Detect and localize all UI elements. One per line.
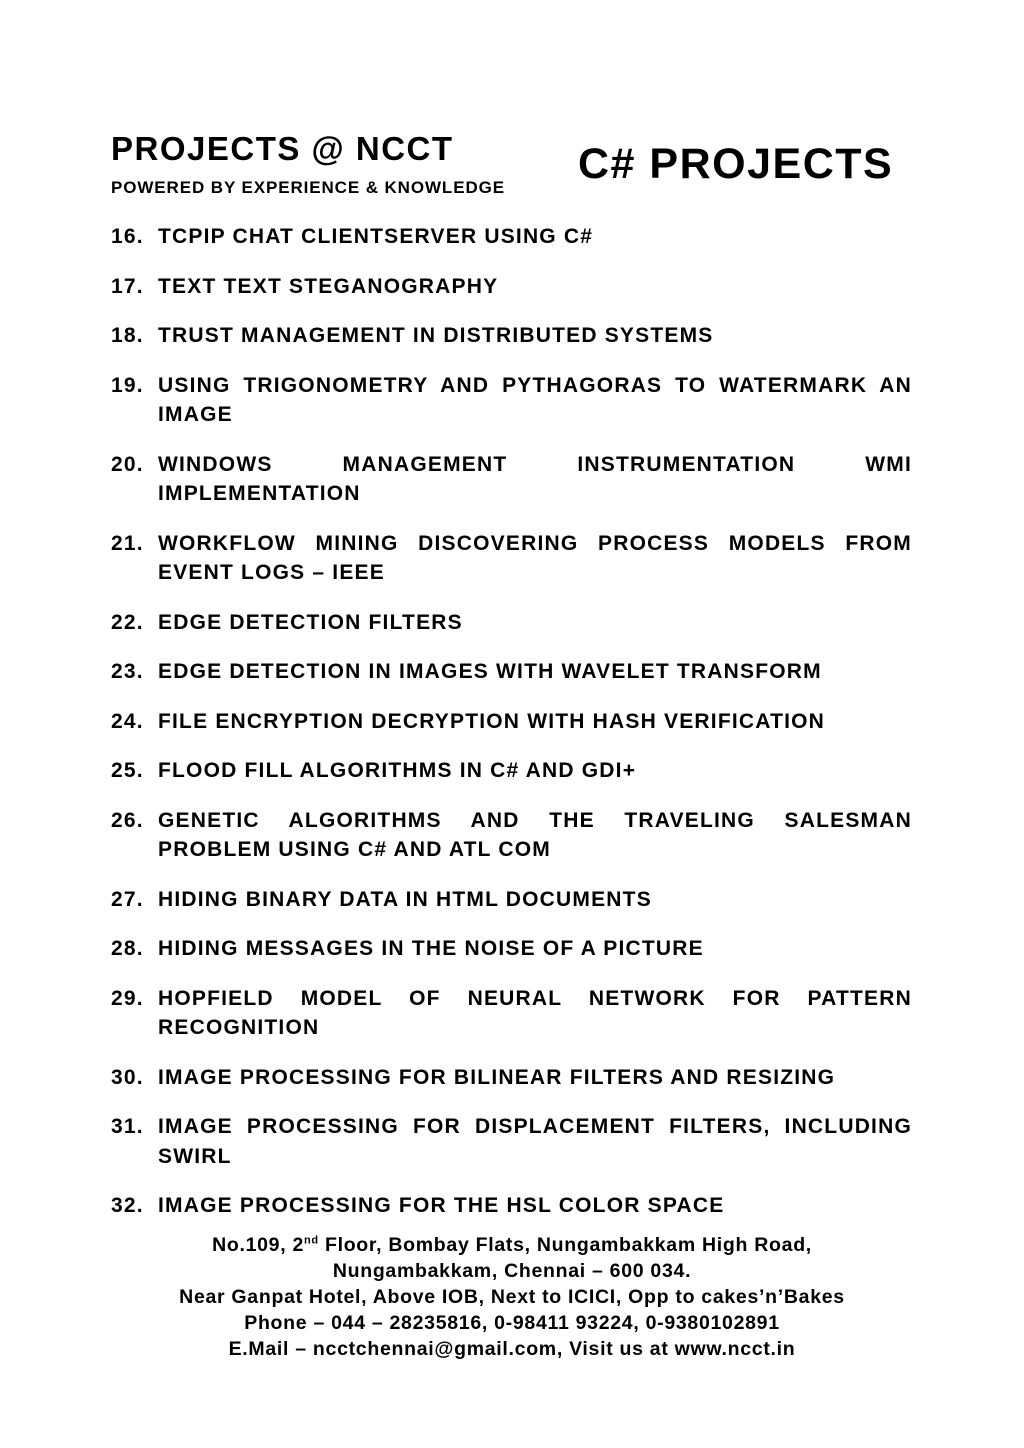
item-number: 23. — [111, 660, 144, 683]
list-item — [111, 450, 912, 509]
item-title: HIDING BINARY DATA IN HTML DOCUMENTS — [158, 887, 652, 911]
list-item — [111, 1112, 912, 1171]
list-item — [111, 371, 912, 430]
item-number: 28. — [111, 937, 144, 960]
item-title: IMAGE PROCESSING FOR THE HSL COLOR SPACE — [158, 1194, 725, 1217]
item-title: GENETIC ALGORITHMS AND THE TRAVELING SALESMAN PROBLEM USING C# AND ATL COM — [158, 808, 912, 861]
address-part-1: No.109, 2 — [212, 1234, 304, 1256]
contact-footer — [0, 1232, 1024, 1362]
item-number: 17. — [111, 274, 144, 298]
item-title: FILE ENCRYPTION DECRYPTION WITH HASH VERIFICATION — [158, 709, 826, 733]
list-item — [111, 222, 912, 252]
item-number: 20. — [111, 452, 144, 476]
list-item — [111, 1191, 912, 1221]
brand-title: PROJECTS @ NCCT — [111, 130, 454, 167]
list-item — [111, 806, 912, 865]
address-ordinal: nd — [304, 1234, 319, 1247]
item-number: 32. — [111, 1194, 144, 1217]
list-item — [111, 885, 912, 915]
landmark-line: Near Ganpat Hotel, Above IOB, Next to ICICI, Opp to cakes’n’Bakes — [179, 1286, 845, 1308]
item-title: WINDOWS MANAGEMENT INSTRUMENTATION WMI IMPLEMENTATION — [158, 452, 912, 505]
item-number: 18. — [111, 324, 144, 347]
item-number: 24. — [111, 709, 144, 733]
contact-line: E.Mail – ncctchennai@gmail.com, Visit us at www.ncct.in — [228, 1338, 796, 1360]
list-item — [111, 934, 912, 964]
item-number: 25. — [111, 759, 144, 782]
item-number: 21. — [111, 531, 144, 555]
project-list — [111, 222, 912, 1241]
item-number: 22. — [111, 610, 144, 634]
list-item — [111, 321, 912, 351]
address-line — [0, 1232, 1024, 1258]
city-line: Nungambakkam, Chennai – 600 034. — [332, 1260, 692, 1282]
list-item — [111, 707, 912, 737]
list-item — [111, 984, 912, 1043]
item-number: 26. — [111, 808, 144, 832]
item-title: EDGE DETECTION FILTERS — [158, 610, 463, 634]
item-title: IMAGE PROCESSING FOR BILINEAR FILTERS AND RESIZING — [158, 1065, 836, 1089]
item-title: HOPFIELD MODEL OF NEURAL NETWORK FOR PATTERN RECOGNITION — [158, 986, 912, 1039]
list-item — [111, 657, 912, 687]
list-item — [111, 756, 912, 786]
item-title: WORKFLOW MINING DISCOVERING PROCESS MODELS FROM EVENT LOGS – IEEE — [158, 531, 912, 584]
address-part-2: Floor, Bombay Flats, Nungambakkam High Road, — [318, 1234, 812, 1256]
item-title: TRUST MANAGEMENT IN DISTRIBUTED SYSTEMS — [158, 324, 714, 347]
item-number: 16. — [111, 225, 144, 248]
item-number: 19. — [111, 373, 144, 397]
item-title: TCPIP CHAT CLIENTSERVER USING C# — [158, 225, 594, 248]
item-number: 30. — [111, 1065, 144, 1089]
list-item — [111, 272, 912, 302]
list-item — [111, 1063, 912, 1093]
phone-line: Phone – 044 – 28235816, 0-98411 93224, 0-9380102891 — [244, 1312, 780, 1334]
item-number: 31. — [111, 1115, 144, 1138]
item-title: USING TRIGONOMETRY AND PYTHAGORAS TO WATERMARK AN IMAGE — [158, 373, 912, 426]
item-title: FLOOD FILL ALGORITHMS IN C# AND GDI+ — [158, 759, 637, 782]
page-heading: C# PROJECTS — [578, 140, 894, 188]
item-title: TEXT TEXT STEGANOGRAPHY — [158, 274, 499, 298]
brand-tagline: POWERED BY EXPERIENCE & KNOWLEDGE — [111, 178, 505, 197]
list-item — [111, 529, 912, 588]
list-item — [111, 608, 912, 638]
item-title: HIDING MESSAGES IN THE NOISE OF A PICTURE — [158, 937, 704, 960]
item-title: EDGE DETECTION IN IMAGES WITH WAVELET TRANSFORM — [158, 660, 822, 683]
item-number: 27. — [111, 887, 144, 911]
item-number: 29. — [111, 986, 144, 1010]
item-title: IMAGE PROCESSING FOR DISPLACEMENT FILTERS, INCLUDING SWIRL — [158, 1115, 912, 1168]
